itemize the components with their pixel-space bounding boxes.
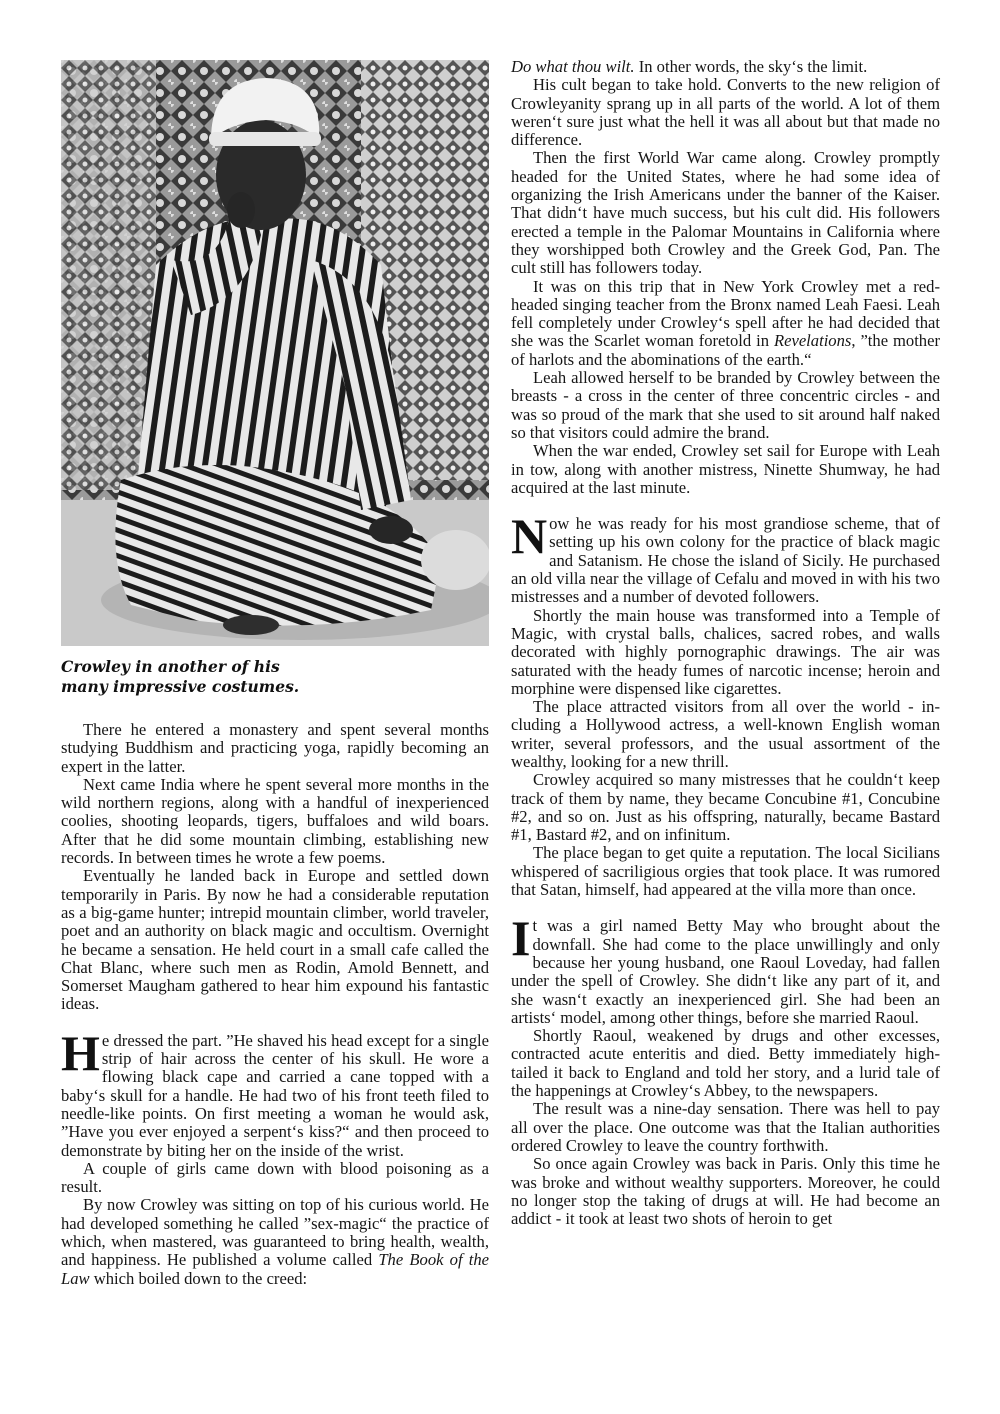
paragraph-text: It was on this trip that in New York Crowley met a redheaded singing teacher from the Bronx named Leah Faesi. Leah fell completely under Crowley‘s spell after he had decided that she was the Scarlet woman foretold in [511,276,940,351]
book-title: Revelations [773,331,852,351]
left-column-text [61,721,489,1288]
paragraph: Next came India where he spent several more months in the wild northern regions, along with a handful of inexperienced coolies, shooting leopards, tigers, buffaloes and wild boars. After that he did some mountain climbing, establishing new records. In between times he wrote a few poems. [61,774,489,868]
paragraph: A couple of girls came down with blood poisoning as a result. [61,1158,489,1197]
paragraph-text: ow he was ready for his most grandiose scheme, that of setting up his own colony for the practice of black magic and Satanism. He chose the island of Sicily. He purchased an old villa near the village of Cefalu and moved in with his two mistresses and a number of devoted followers. [511,514,940,607]
paragraph: The result was a nine-day sensation. There was hell to pay all over the place. One outcome was that the Italian authorities ordered Crowley to leave the country forthwith. [511,1099,940,1155]
paragraph: Eventually he landed back in Europe and settled down temporarily in Paris. By now he had a considerable reputation as a big-game hunter; intrepid mountain climber, world traveler, poet and an authority on black magic and occultism. Overnight he became a sensation. He held court in a small cafe called the Chat Blanc, where such men as Rodin, Amold Bennett, and Somerset Maugham gathered to hear him expound his fantastic ideas. [61,866,489,1014]
paragraph [511,58,940,76]
paragraph: So once again Crowley was back in Paris. Only this time he was broke and without wealthy supporters. Moreover, he could no longer stop the taking of drugs at will. He had become an addict - it took at least two shots of heroin to get [511,1154,940,1229]
paragraph: There he entered a monastery and spent several months studying Buddhism and practicing yoga, rapidly becoming an expert in the latter. [61,720,489,776]
portrait-photo [61,60,489,646]
paragraph-text: which boiled down to the creed: [89,1268,308,1288]
paragraph: Shortly Raoul, weakened by drugs and other excesses, contracted acute enteritis and died. Betty immediately high-tailed it back to England and told her story, and a lurid tale of the happenings at Crowley‘s Abbey, to the newspapers. [511,1026,940,1101]
paragraph: The place began to get quite a reputation. The local Sicilians whispered of sacriligious orgies that took place. It was rumored that Satan, himself, had appeared at the villa more than once. [511,843,940,900]
paragraph [511,278,940,369]
drop-cap: H [61,1024,100,1081]
photo-caption [61,657,321,697]
paragraph: The place attracted visitors from all over the world - including a Hollywood actress, a well-known English woman writer, several professors, and the usual assortment of the wealthy, looking for a new thrill. [511,697,940,771]
paragraph: Crowley acquired so many mistresses that he couldn‘t keep track of them by name, they became Concubine #1, Concubine #2, and so on. Just as his offspring, naturally, became Bastard #1, Bastard #2, and on infinitum. [511,770,940,845]
paragraph-text: t was a girl named Betty May who brought about the downfall. She had come to the place unwillingly and only because her young husband, one Raoul Loveday, had fallen under the spell of Crowley. She didn‘t like any part of it, and she wasn‘t exactly an inexperienced girl. She had been an artists‘ model, among other things, before she married Raoul. [511,916,940,1027]
caption-line-2: many impressive costumes. [61,677,300,696]
paragraph: His cult began to take hold. Converts to the new religion of Crowleyanity sprang up in all parts of the world. A lot of them weren‘t sure just what the hell it was all about but that made no difference. [511,75,940,150]
paragraph-with-dropcap [511,910,940,1027]
paragraph-text: By now Crowley was sitting on top of his curious world. He had developed something he called ”sex-magic“ the practice of which, when mastered, was guaranteed to bring health, wealth, and happiness. He published a volume called [61,1195,489,1270]
paragraph: Then the first World War came along. Crowley promptly headed for the United States, where he had some idea of organizing the Irish Americans under the banner of the Kaiser. That didn‘t have much success, but his cult did. His followers erected a temple in the Palomar Mountains in California where they worshipped both Crowley and the Greek God, Pan. The cult still has followers today. [511,148,940,278]
paragraph: Shortly the main house was transformed into a Temple of Magic, with crystal balls, chalices, sacred robes, and walls decorated with highly pornographic drawings. The air was saturated with the heady fumes of narcotic incense; heroin and morphine were dispensed like cigarettes. [511,605,940,698]
paragraph-with-dropcap [511,508,940,607]
book-title: The Book of the Law [61,1250,489,1288]
paragraph [61,1196,489,1287]
caption-line-1: Crowley in another of his [61,657,280,676]
paragraph: Leah allowed herself to be branded by Crowley between the breasts - a cross in the center of three concentric circles - and was so proud of the mark that she used to sit around half naked so that visitors could admire the brand. [511,368,940,442]
right-column-text [511,58,940,1228]
paragraph-with-dropcap [61,1024,489,1160]
drop-cap: N [511,508,548,565]
paragraph-text: e dressed the part. ”He shaved his head except for a single strip of hair across the center of his skull. He wore a flowing black cape and carried a cane topped with a baby‘s skull for a handle. He had two of his front teeth filed to needle-like points. On first meeting a woman he would ask, ”Have you ever enjoyed a serpent‘s kiss?“ and then proceed to demonstrate by biting her on the inside of the wrist. [61,1030,489,1160]
paragraph-text: , ”the mother of harlots and the abominations of the earth.“ [511,331,940,369]
paragraph-text: In other words, the sky‘s the limit. [634,57,868,76]
drop-cap: I [511,910,531,967]
paragraph: When the war ended, Crowley set sail for Europe with Leah in tow, along with another mistress, Ninette Shumway, he had acquired at the last minute. [511,441,940,497]
creed-motto: Do what thou wilt. [511,57,635,76]
